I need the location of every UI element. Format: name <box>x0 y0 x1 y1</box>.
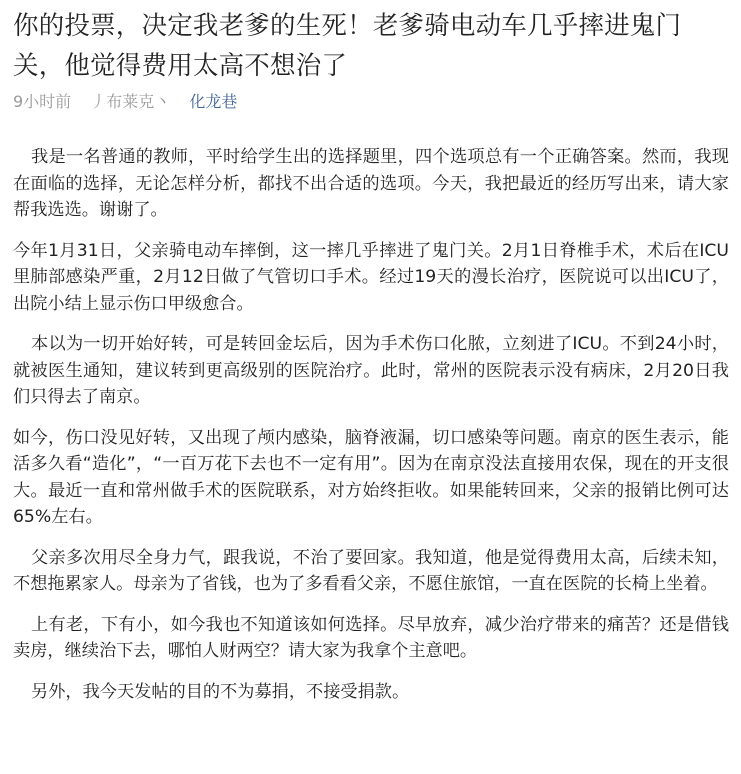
author-name[interactable]: 丿布莱克丶 <box>90 92 171 111</box>
article-meta <box>13 90 729 114</box>
source-link[interactable]: 化龙巷 <box>189 92 238 111</box>
paragraph-2: 今年1月31日，父亲骑电动车摔倒，这一摔几乎摔进了鬼门关。2月1日脊椎手术，术后在ICU里肺部感染严重，2月12日做了气管切口手术。经过19天的漫长治疗，医院说可以出ICU了，出院小结上显示伤口甲级愈合。 <box>13 240 729 314</box>
paragraph-5: 父亲多次用尽全身力气，跟我说，不治了要回家。我知道，他是觉得费用太高，后续未知，不想拖累家人。母亲为了省钱，也为了多看看父亲，不愿住旅馆，一直在医院的长椅上坐着。 <box>13 547 729 594</box>
paragraph-6: 上有老，下有小，如今我也不知道该如何选择。尽早放弃，减少治疗带来的痛苦？还是借钱卖房，继续治下去，哪怕人财两空？请大家为我拿个主意吧。 <box>13 614 729 661</box>
paragraph-3: 本以为一切开始好转，可是转回金坛后，因为手术伤口化脓，立刻进了ICU。不到24小时，就被医生通知，建议转到更高级别的医院治疗。此时，常州的医院表示没有病床，2月20日我们只得去了南京。 <box>13 334 729 407</box>
paragraph-4: 如今，伤口没见好转，又出现了颅内感染，脑脊液漏，切口感染等问题。南京的医生表示，能活多久看“造化”，“一百万花下去也不一定有用”。因为在南京没法直接用农保，现在的开支很大。最近一直和常州做手术的医院联系，对方始终拒收。如果能转回来，父亲的报销比例可达65%左右。 <box>13 427 729 527</box>
article-title: 你的投票，决定我老爹的生死！老爹骑电动车几乎摔进鬼门关，他觉得费用太高不想治了 <box>13 11 682 81</box>
article-body <box>13 144 729 705</box>
paragraph-1: 我是一名普通的教师，平时给学生出的选择题里，四个选项总有一个正确答案。然而，我现在面临的选择，无论怎样分析，都找不出合适的选项。今天，我把最近的经历写出来，请大家帮我选选。谢谢了。 <box>13 147 729 220</box>
paragraph-7: 另外，我今天发帖的目的不为募捐，不接受捐款。 <box>31 681 410 702</box>
publish-time: 9小时前 <box>13 92 72 111</box>
